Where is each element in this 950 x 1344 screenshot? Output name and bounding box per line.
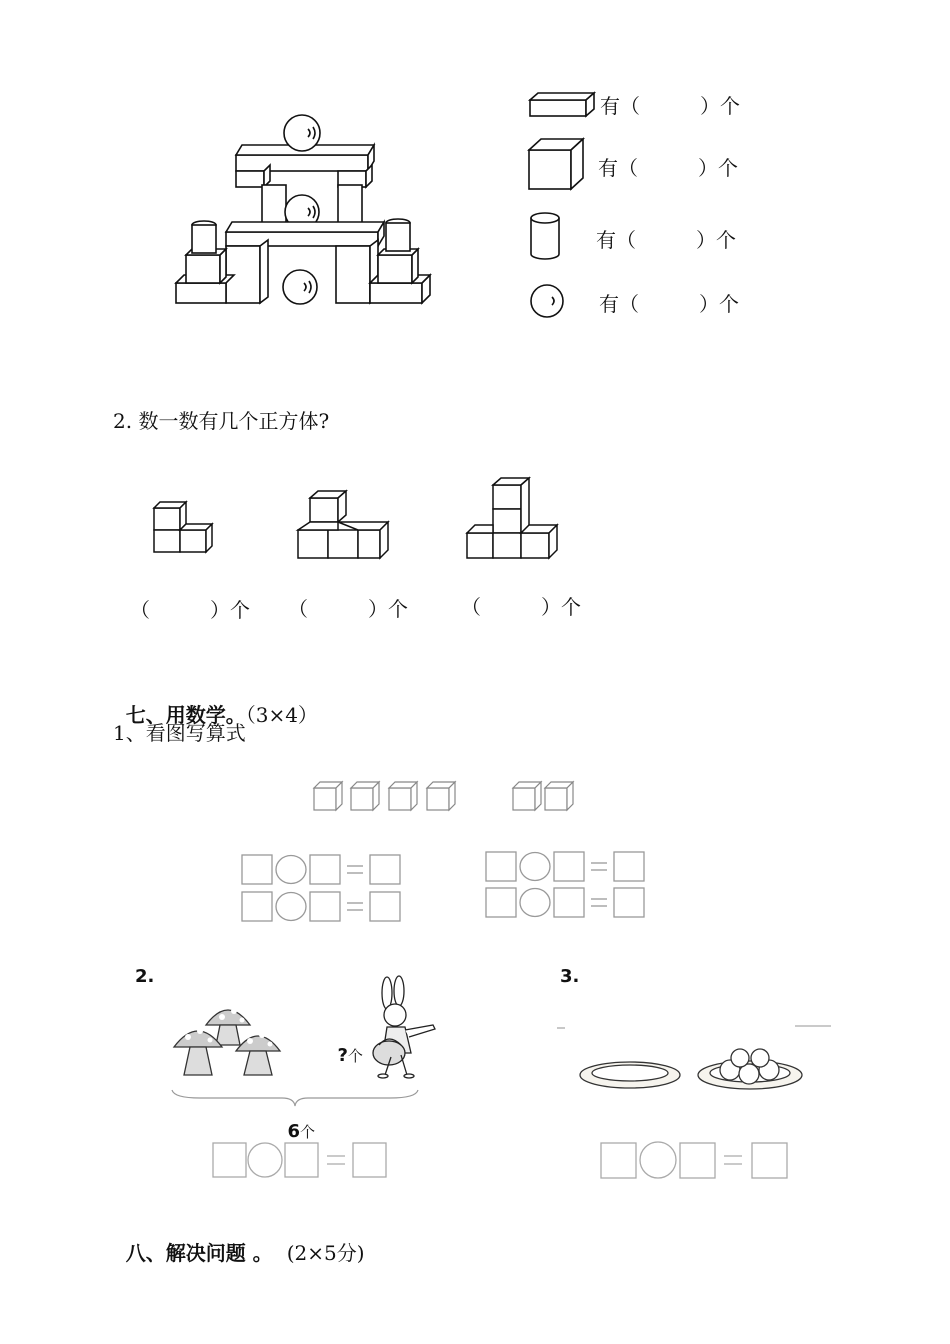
building-blocks-figure bbox=[170, 105, 450, 320]
count-sphere: 有（ ）个 bbox=[599, 292, 739, 316]
total-count bbox=[276, 1100, 315, 1142]
equation-blank-1b[interactable] bbox=[240, 890, 405, 924]
plates-illustration bbox=[555, 1020, 835, 1100]
count-cylinder: 有（ ）个 bbox=[596, 228, 736, 252]
question-2-title: 2. 数一数有几个正方体? bbox=[113, 409, 330, 433]
equation-blank-2[interactable] bbox=[210, 1140, 390, 1180]
section-7-title: 七、用数学。 bbox=[125, 703, 246, 727]
cube-group-3 bbox=[463, 475, 568, 565]
equation-blank-1a[interactable] bbox=[240, 853, 405, 887]
small-cubes-left bbox=[312, 780, 462, 814]
mushrooms-illustration bbox=[170, 995, 290, 1080]
question-mark-count bbox=[326, 1024, 363, 1066]
answer-group-3: （ ）个 bbox=[461, 595, 581, 619]
answer-group-1: （ ）个 bbox=[130, 598, 250, 622]
question-mark: ? bbox=[337, 1045, 348, 1066]
total-unit: 个 bbox=[299, 1123, 315, 1141]
cube-icon bbox=[527, 136, 587, 192]
rabbit-illustration bbox=[365, 975, 440, 1080]
total-number: 6 bbox=[287, 1121, 300, 1142]
answer-group-2: （ ）个 bbox=[288, 597, 408, 621]
cube-group-1 bbox=[150, 495, 220, 555]
count-cube: 有（ ）个 bbox=[598, 156, 738, 180]
cuboid-icon bbox=[528, 90, 598, 120]
item-1-title: 1、看图写算式 bbox=[113, 721, 246, 745]
section-7-score: （3×4） bbox=[245, 703, 318, 727]
cube-group-2 bbox=[294, 488, 394, 563]
section-8-heading bbox=[113, 1213, 365, 1266]
small-cubes-right bbox=[511, 780, 581, 814]
section-8-score: (2×5分) bbox=[286, 1241, 365, 1265]
section-8-title: 八、解决问题 。 bbox=[125, 1241, 273, 1265]
cylinder-icon bbox=[528, 210, 562, 262]
item-2-label: 2. bbox=[135, 966, 155, 987]
count-cuboid: 有（ ）个 bbox=[600, 94, 740, 118]
equation-blank-3[interactable] bbox=[598, 1140, 793, 1180]
sphere-icon bbox=[528, 282, 568, 322]
question-unit: 个 bbox=[347, 1047, 363, 1065]
equation-blank-1c[interactable] bbox=[484, 850, 649, 884]
equation-blank-1d[interactable] bbox=[484, 886, 649, 920]
item-3-label: 3. bbox=[560, 966, 580, 987]
